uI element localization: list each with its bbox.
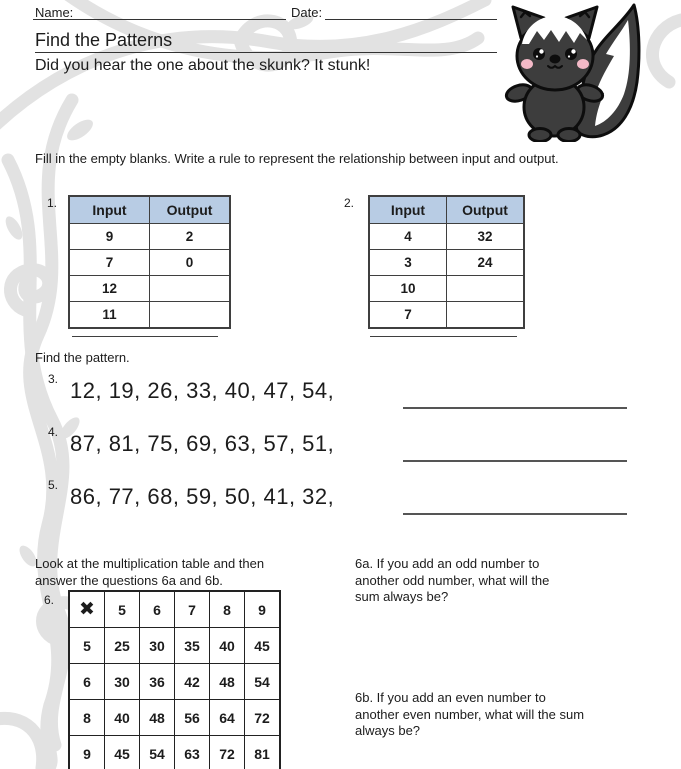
page-title: Find the Patterns — [35, 30, 173, 50]
row-header: 5 — [69, 628, 105, 664]
product-cell: 72 — [210, 736, 245, 769]
product-cell: 63 — [175, 736, 210, 769]
table-2-number: 2. — [344, 196, 355, 210]
name-blank-line[interactable] — [33, 19, 286, 20]
row-header: 6 — [69, 664, 105, 700]
title-underline — [35, 52, 497, 53]
product-cell: 30 — [105, 664, 140, 700]
name-label: Name: — [35, 5, 74, 20]
col-header: 5 — [105, 591, 140, 628]
table-header-row — [69, 591, 280, 628]
skunk-cheek — [577, 59, 589, 69]
output-cell-blank[interactable] — [150, 276, 231, 302]
input-output-table-1 — [68, 195, 231, 329]
input-output-table-2 — [368, 195, 525, 329]
table-row — [369, 250, 524, 276]
input-cell: 11 — [69, 302, 150, 329]
output-cell: 24 — [447, 250, 525, 276]
date-label: Date: — [291, 5, 323, 20]
product-cell: 45 — [245, 628, 281, 664]
sequence-values: 12, 19, 26, 33, 40, 47, 54, — [70, 378, 335, 403]
table-row — [69, 628, 280, 664]
input-cell: 12 — [69, 276, 150, 302]
product-cell: 42 — [175, 664, 210, 700]
table-row — [69, 736, 280, 769]
product-cell: 48 — [140, 700, 175, 736]
skunk-illustration — [497, 2, 647, 142]
skunk-eye — [533, 48, 545, 60]
product-cell: 40 — [105, 700, 140, 736]
sequence-number: 5. — [48, 478, 59, 492]
input-cell: 3 — [369, 250, 447, 276]
input-column-header: Input — [369, 196, 447, 224]
multiplication-instructions: Look at the multiplication table and then answer the questions 6a and 6b. — [35, 556, 265, 588]
product-cell: 48 — [210, 664, 245, 700]
sequence-values: 87, 81, 75, 69, 63, 57, 51, — [70, 431, 335, 456]
table-row — [369, 276, 524, 302]
output-cell-blank[interactable] — [447, 276, 525, 302]
sequence-answer-line[interactable] — [403, 513, 627, 515]
table-row — [369, 302, 524, 329]
multiply-icon: ✖ — [69, 591, 105, 628]
col-header: 7 — [175, 591, 210, 628]
col-header: 9 — [245, 591, 281, 628]
table-row — [69, 250, 230, 276]
product-cell: 40 — [210, 628, 245, 664]
product-cell: 81 — [245, 736, 281, 769]
sequence-number: 4. — [48, 425, 59, 439]
product-cell: 54 — [245, 664, 281, 700]
row-header: 9 — [69, 736, 105, 769]
product-cell: 54 — [140, 736, 175, 769]
product-cell: 64 — [210, 700, 245, 736]
input-cell: 9 — [69, 224, 150, 250]
product-cell: 72 — [245, 700, 281, 736]
question-6a: 6a. If you add an odd number to another odd number, what will the sum always be? — [355, 556, 550, 605]
rule-answer-line-2[interactable] — [370, 336, 517, 337]
output-cell-blank[interactable] — [447, 302, 525, 329]
table-1-number: 1. — [47, 196, 58, 210]
input-cell: 10 — [369, 276, 447, 302]
multiplication-number: 6. — [44, 593, 55, 607]
product-cell: 45 — [105, 736, 140, 769]
skunk-cheek — [521, 59, 533, 69]
table-row — [69, 664, 280, 700]
input-cell: 7 — [69, 250, 150, 276]
table-row — [69, 224, 230, 250]
joke-text: Did you hear the one about the skunk? It stunk! — [35, 57, 371, 74]
sequence-instructions: Find the pattern. — [35, 350, 130, 365]
table-row — [369, 224, 524, 250]
skunk-head — [513, 7, 597, 90]
date-blank-line[interactable] — [325, 19, 497, 20]
output-cell: 0 — [150, 250, 231, 276]
output-cell-blank[interactable] — [150, 302, 231, 329]
output-column-header: Output — [150, 196, 231, 224]
product-cell: 36 — [140, 664, 175, 700]
input-column-header: Input — [69, 196, 150, 224]
output-cell: 2 — [150, 224, 231, 250]
question-6b: 6b. If you add an even number to another even number, what will the sum always be? — [355, 690, 585, 739]
sequence-answer-line[interactable] — [403, 460, 627, 462]
col-header: 6 — [140, 591, 175, 628]
table-header-row — [369, 196, 524, 224]
input-cell: 7 — [369, 302, 447, 329]
table-row — [69, 276, 230, 302]
product-cell: 56 — [175, 700, 210, 736]
input-cell: 4 — [369, 224, 447, 250]
sequence-answer-line[interactable] — [403, 407, 627, 409]
table-row — [69, 302, 230, 329]
rule-answer-line-1[interactable] — [72, 336, 218, 337]
multiplication-table — [68, 590, 281, 769]
col-header: 8 — [210, 591, 245, 628]
output-column-header: Output — [447, 196, 525, 224]
table-header-row — [69, 196, 230, 224]
patterns-instructions: Fill in the empty blanks. Write a rule to represent the relationship between input and output. — [35, 151, 559, 166]
skunk-nose — [550, 55, 561, 64]
row-header: 8 — [69, 700, 105, 736]
product-cell: 35 — [175, 628, 210, 664]
sequence-number: 3. — [48, 372, 59, 386]
sequence-values: 86, 77, 68, 59, 50, 41, 32, — [70, 484, 335, 509]
output-cell: 32 — [447, 224, 525, 250]
table-row — [69, 700, 280, 736]
skunk-eye — [565, 48, 577, 60]
product-cell: 25 — [105, 628, 140, 664]
product-cell: 30 — [140, 628, 175, 664]
